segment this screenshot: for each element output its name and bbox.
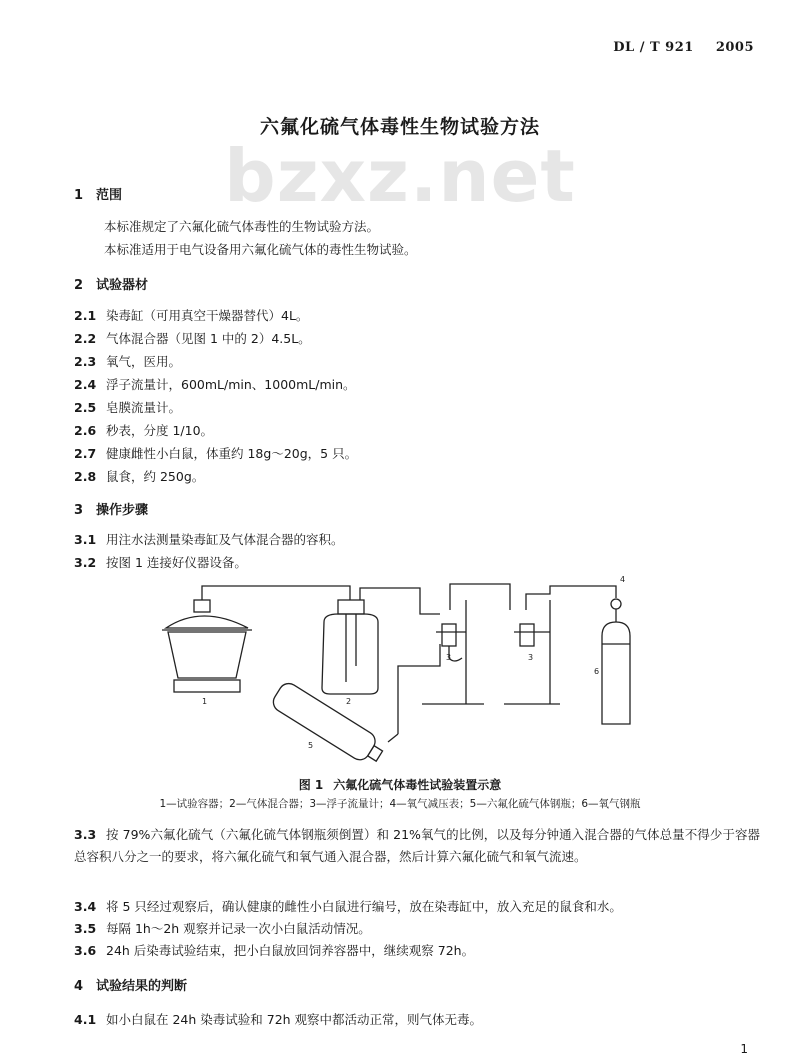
paragraph: 3.6 24h 后染毒试验结束，把小白鼠放回饲养容器中，继续观察 72h。 bbox=[74, 943, 475, 958]
list-item: 2.6 秒表，分度 1/10。 bbox=[74, 423, 214, 438]
list-item: 3.1 用注水法测量染毒缸及气体混合器的容积。 bbox=[74, 532, 344, 547]
list-item: 2.4 浮子流量计，600mL/min、1000mL/min。 bbox=[74, 377, 356, 392]
flowmeter-stand-2 bbox=[504, 600, 560, 704]
label-6: 6 bbox=[594, 667, 600, 676]
sf6-cylinder bbox=[270, 680, 398, 769]
label-5: 5 bbox=[308, 741, 314, 750]
gas-mixer bbox=[322, 600, 378, 694]
figure-legend: 1—试验容器；2—气体混合器；3—浮子流量计；4—氧气减压表；5—六氟化硫气体钢瓶；6—氧气钢瓶 bbox=[159, 798, 641, 810]
paragraph: 3.4 将 5 只经过观察后，确认健康的雌性小白鼠进行编号，放在染毒缸中，放入充足的鼠食和水。 bbox=[74, 899, 622, 914]
label-1: 1 bbox=[202, 697, 208, 706]
figure-caption: 图 1 六氟化硫气体毒性试验装置示意 bbox=[298, 778, 502, 792]
apparatus-diagram bbox=[150, 574, 670, 774]
standard-code: DL / T 921 2005 bbox=[613, 40, 754, 55]
paragraph: 3.5 每隔 1h～2h 观察并记录一次小白鼠活动情况。 bbox=[74, 921, 371, 936]
gas-tube bbox=[526, 586, 616, 610]
list-item: 2.7 健康雌性小白鼠，体重约 18g～20g，5 只。 bbox=[74, 446, 358, 461]
standard-year: 2005 bbox=[715, 40, 754, 55]
paragraph: 本标准规定了六氟化硫气体毒性的生物试验方法。 bbox=[104, 219, 380, 234]
list-item: 2.8 鼠食，约 250g。 bbox=[74, 469, 205, 484]
gas-tube bbox=[398, 644, 440, 734]
gas-tube bbox=[202, 586, 350, 600]
section-heading: 4 试验结果的判断 bbox=[74, 979, 188, 994]
document-title: 六氟化硫气体毒性生物试验方法 bbox=[259, 116, 540, 138]
label-2: 2 bbox=[346, 697, 352, 706]
section-heading: 1 范围 bbox=[74, 188, 123, 203]
section-heading: 2 试验器材 bbox=[74, 278, 149, 293]
list-item: 4.1 如小白鼠在 24h 染毒试验和 72h 观察中都活动正常，则气体无毒。 bbox=[74, 1012, 483, 1027]
oxygen-cylinder bbox=[602, 599, 630, 724]
label-3a: 3 bbox=[446, 653, 452, 662]
section-heading: 3 操作步骤 bbox=[74, 503, 149, 518]
list-item: 2.5 皂膜流量计。 bbox=[74, 400, 182, 415]
test-container bbox=[162, 592, 252, 692]
label-4: 4 bbox=[620, 575, 626, 584]
gas-tube bbox=[360, 588, 440, 614]
paragraph: 3.3 按 79%六氟化硫气（六氟化硫气体钢瓶须倒置）和 21%氧气的比例，以及每分钟通入混合器的气体总量不得少于容器总容积八分之一的要求，将六氟化硫气和氧气通入混合器，然后计算六氟化硫气和氧气流速。 bbox=[74, 827, 760, 864]
list-item: 2.1 染毒缸（可用真空干燥器替代）4L。 bbox=[74, 308, 309, 323]
list-item: 2.2 气体混合器（见图 1 中的 2）4.5L。 bbox=[74, 331, 311, 346]
paragraph: 本标准适用于电气设备用六氟化硫气体的毒性生物试验。 bbox=[104, 242, 417, 257]
page-number: 1 bbox=[740, 1042, 748, 1056]
list-item: 3.2 按图 1 连接好仪器设备。 bbox=[74, 555, 247, 570]
flowmeter-stand-1 bbox=[422, 600, 484, 704]
gas-tube bbox=[450, 584, 510, 610]
list-item: 2.3 氧气，医用。 bbox=[74, 354, 182, 369]
label-3b: 3 bbox=[528, 653, 534, 662]
watermark: bzxz.net bbox=[224, 134, 576, 218]
